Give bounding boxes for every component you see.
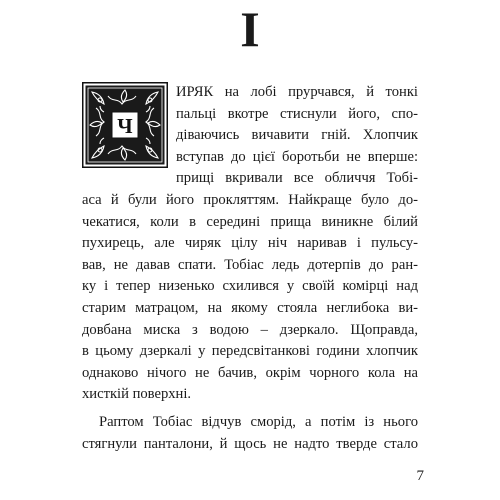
text-line: чекатися, коли в середині прища виникне білий: [82, 213, 418, 230]
text-line: вступав до цієї боротьби не вперше:: [176, 148, 418, 165]
text-line: в цьому дзеркалі у передсвітанкові години хлопчик: [82, 343, 418, 360]
text-line: ку і тепер низенько схилився у своїй комірці над: [82, 278, 418, 295]
text-line: пухирець, але чиряк цілу ніч наривав і пульсу-: [82, 235, 418, 252]
text-line: довбана миска з водою – дзеркало. Щоправда,: [82, 321, 418, 338]
text-line: пальці вкотре стиснули його, спо-: [176, 105, 418, 122]
text-line: прищі вкривали все обличчя Тобі-: [176, 170, 418, 187]
text-line: діваючись вичавити гній. Хлопчик: [176, 127, 418, 144]
text-line: Раптом Тобіас відчув сморід, а потім із нього: [99, 413, 418, 430]
chapter-number: I: [240, 1, 260, 57]
text-line: вав, не давав спати. Тобіас ледь дотерпів до ран-: [82, 256, 418, 273]
text-line: старим матрацом, на якому стояла неглибока ви-: [82, 299, 418, 316]
text-line: ИРЯК на лобі прурчався, й тонкі: [176, 84, 418, 100]
text-line: хисткій поверхні.: [82, 386, 192, 403]
text-line: однаково нічого не бачив, окрім чорного кола на: [82, 364, 418, 381]
chapter-body-text: [82, 82, 418, 455]
page-number: 7: [416, 468, 424, 484]
text-line: аса й були його прокляттям. Найкраще було до-: [82, 191, 418, 208]
text-line: стягнули панталони, й щось не надто тверде стало: [82, 435, 418, 452]
drop-cap-letter: Ч: [117, 114, 133, 138]
